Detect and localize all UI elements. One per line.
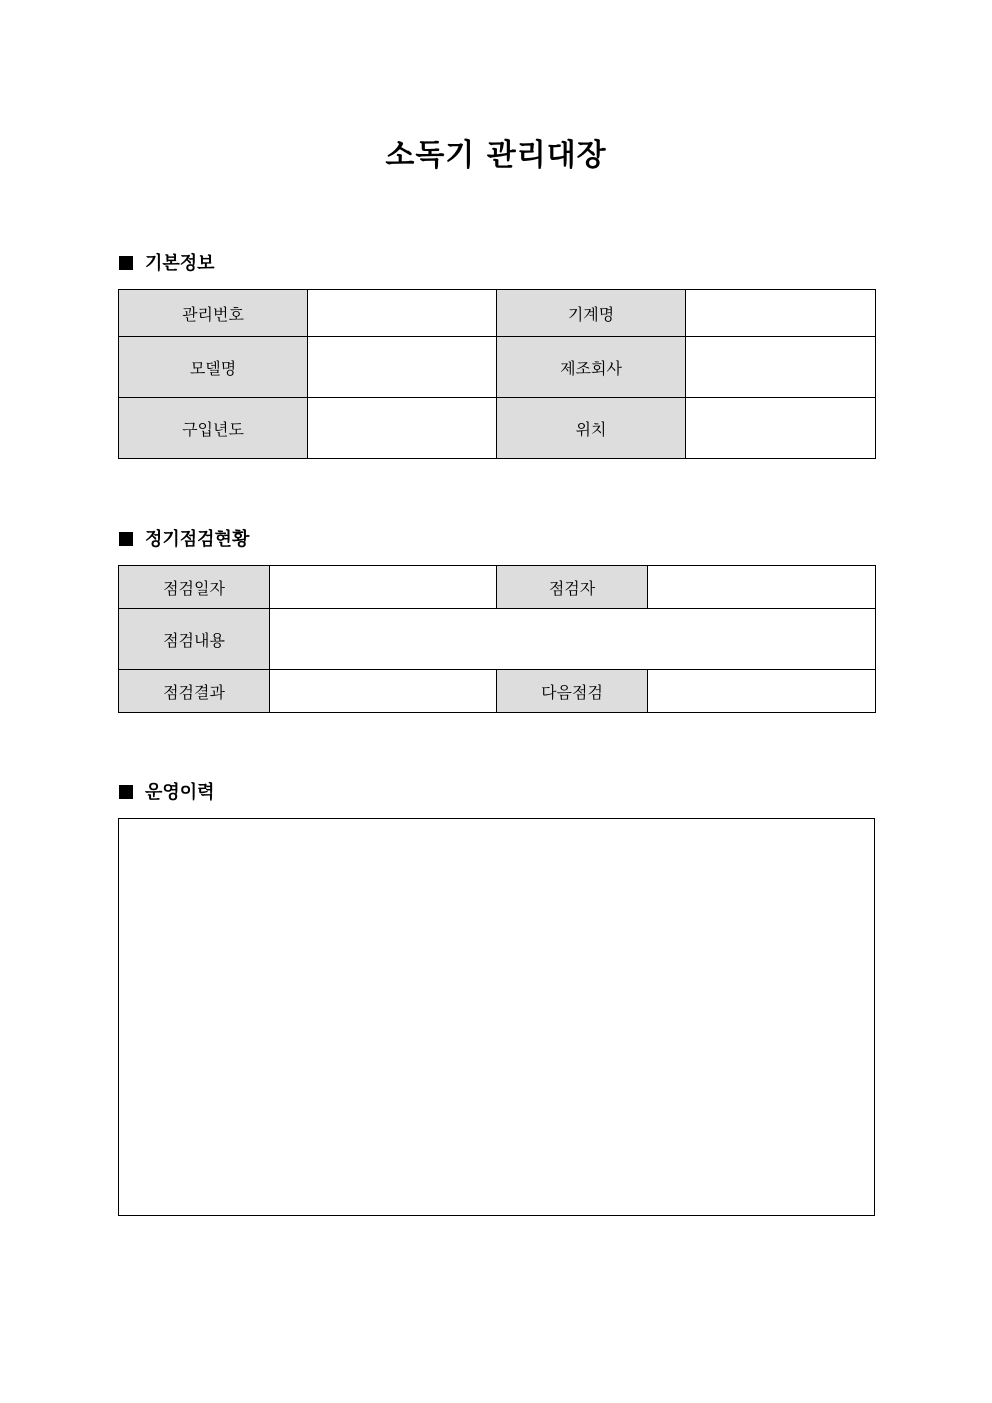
model-name-label: 모델명 xyxy=(119,337,308,398)
section-heading-inspection xyxy=(119,528,249,552)
square-bullet-icon xyxy=(119,256,133,270)
basic-info-table xyxy=(118,289,876,459)
inspection-result-label: 점검결과 xyxy=(119,670,270,713)
inspection-date-field[interactable] xyxy=(270,566,497,609)
location-label: 위치 xyxy=(497,398,686,459)
manufacturer-field[interactable] xyxy=(686,337,876,398)
management-no-label: 관리번호 xyxy=(119,290,308,337)
square-bullet-icon xyxy=(119,785,133,799)
section-heading-basic-info-text: 기본정보 xyxy=(145,253,215,274)
table-row xyxy=(119,290,876,337)
inspector-label: 점검자 xyxy=(497,566,648,609)
table-row xyxy=(119,670,876,713)
purchase-year-field[interactable] xyxy=(308,398,497,459)
square-bullet-icon xyxy=(119,532,133,546)
location-field[interactable] xyxy=(686,398,876,459)
management-no-field[interactable] xyxy=(308,290,497,337)
purchase-year-label: 구입년도 xyxy=(119,398,308,459)
next-inspection-label: 다음점검 xyxy=(497,670,648,713)
manufacturer-label: 제조회사 xyxy=(497,337,686,398)
inspection-result-field[interactable] xyxy=(270,670,497,713)
table-row xyxy=(119,398,876,459)
machine-name-label: 기계명 xyxy=(497,290,686,337)
table-row xyxy=(119,566,876,609)
section-heading-operation-history xyxy=(119,781,215,805)
inspector-field[interactable] xyxy=(648,566,876,609)
document-title: 소독기 관리대장 xyxy=(385,138,607,173)
inspection-content-label: 점검내용 xyxy=(119,609,270,670)
next-inspection-field[interactable] xyxy=(648,670,876,713)
inspection-table xyxy=(118,565,876,713)
section-heading-basic-info xyxy=(119,252,215,276)
section-heading-operation-history-text: 운영이력 xyxy=(145,782,215,803)
model-name-field[interactable] xyxy=(308,337,497,398)
table-row xyxy=(119,337,876,398)
inspection-date-label: 점검일자 xyxy=(119,566,270,609)
operation-history-box[interactable] xyxy=(118,818,875,1216)
table-row xyxy=(119,609,876,670)
machine-name-field[interactable] xyxy=(686,290,876,337)
inspection-content-field[interactable] xyxy=(270,609,876,670)
section-heading-inspection-text: 정기점검현황 xyxy=(145,529,250,550)
